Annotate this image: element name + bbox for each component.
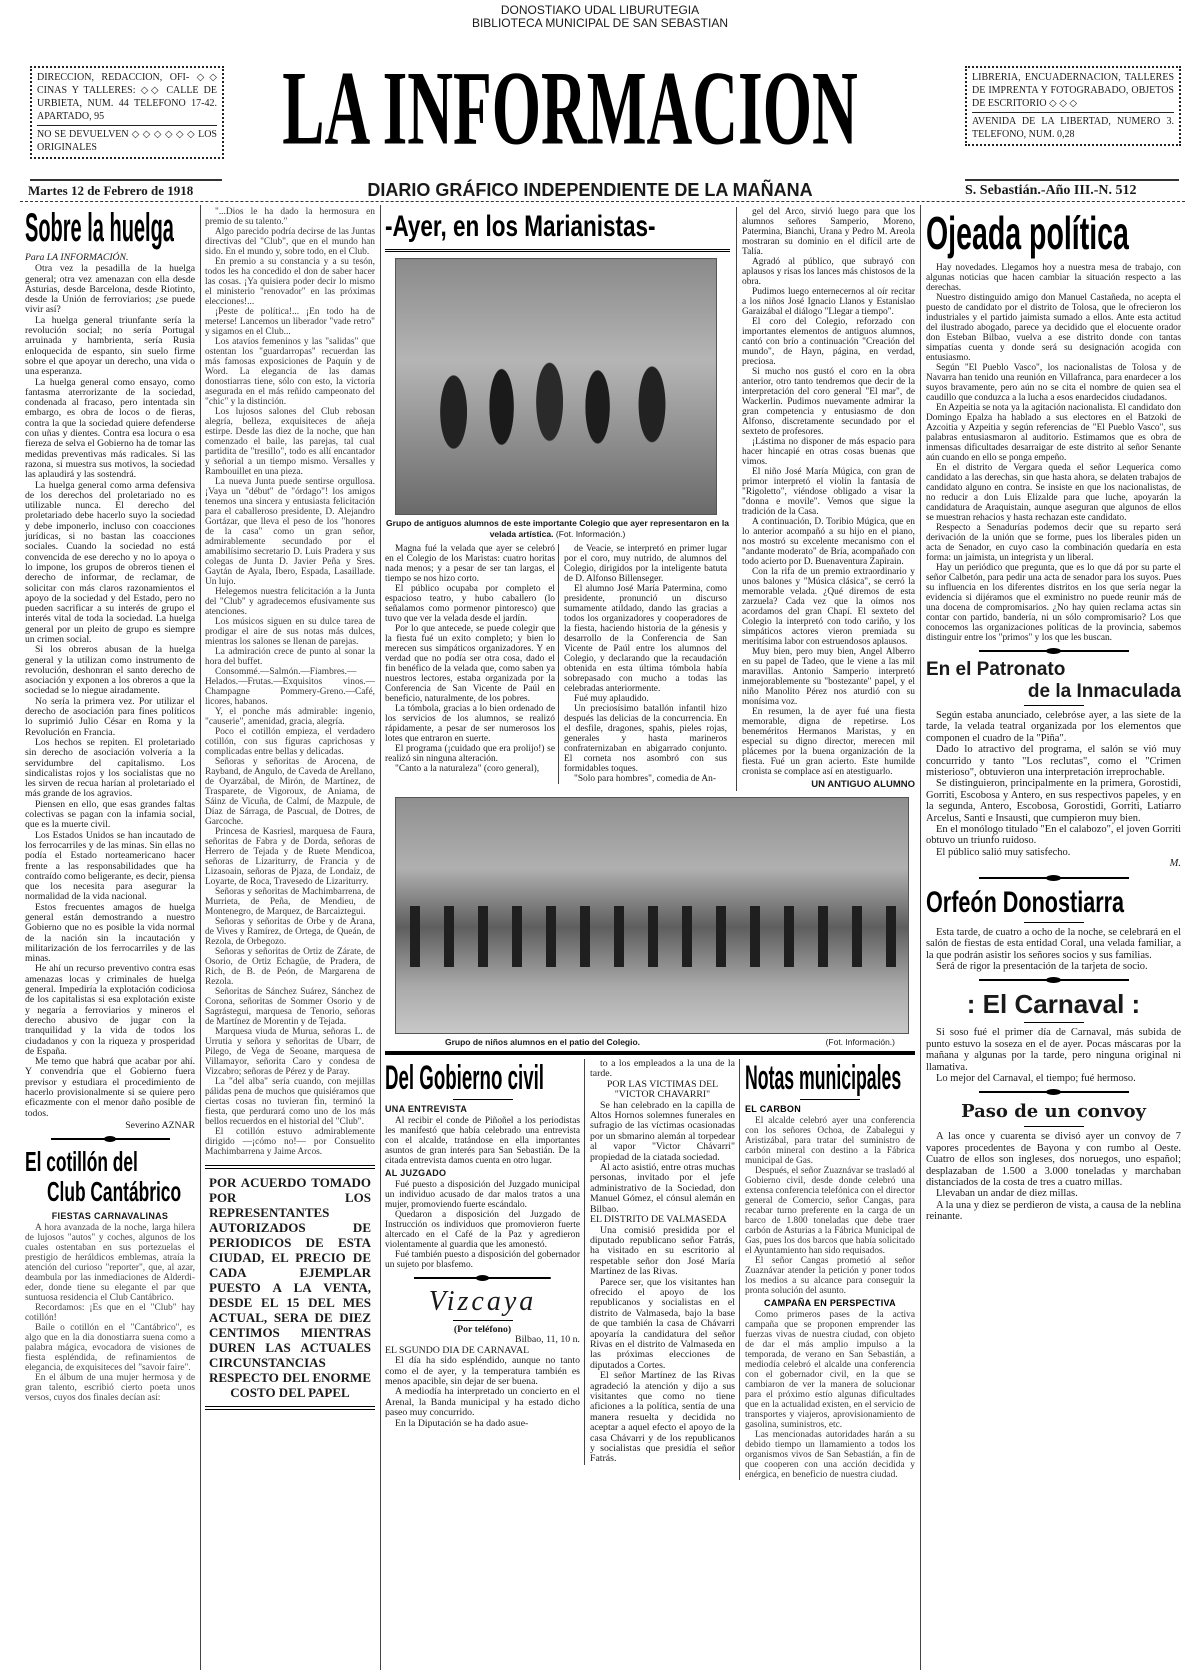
paragraph: La huelga general como ensayo, como fantasma aterrorizante de la sociedad, condenada al fracaso, pero intentada sin embargo, es obra de locos o de fieras, contra la que la sociedad quiere defenderse con uñas y dientes. Contra esa locura o esa fiereza de selva el Gobierno ha de tomar las medidas preventivas más radicales. Si las razona, si muestra sus motivos, la sociedad las aplaudirá y las sostendrá. <box>25 376 195 481</box>
library-name-spanish: BIBLIOTECA MUNICIPAL DE SAN SEBASTIAN <box>471 16 729 30</box>
article-body <box>590 1101 735 1215</box>
paragraph: Muy bien, pero muy bien, Angel Alberro en su papel de Tadeo, que le viene a las mil maravillas. Antonio Samperio interpretó inmejorablemente su "bostezante" papel, y el niño Manolito Pérez nos aturdió con su monísima voz. <box>742 647 915 707</box>
paragraph: El público ocupaba por completo el espacioso teatro, y hubo caballero (lo señalamos como pormenor pintoresco) que tuvo que ver la velada desde el jardín. <box>385 584 555 624</box>
column-rule <box>380 205 381 1670</box>
column-right <box>926 207 1181 1223</box>
article-ojeada-politica <box>926 207 1181 643</box>
paragraph: Señoras y señoritas de Machimbarrena, de Murrieta, de Peña, de Mendieu, de Montenegro, de Marquez, de Barcaiztegui. <box>205 887 375 917</box>
paragraph: Las mencionadas autoridades harán a su debido tiempo un llamamiento a todos los organismos vivos de San Sebastián, a fin de que cooperen con una acción decidida y enérgica, en beneficio de nuestra ciudad. <box>745 1430 915 1480</box>
paragraph: Parece ser, que los visitantes han ofrecido el apoyo de los republicanos y socialistas en el distrito de Valmaseda, bajo la base de que también la casa de Chávarri apoyaría la candidatura del señor Rivas en el distrito de Valmaseda en las próximas elecciones de diputados a Cortes. <box>590 1276 735 1371</box>
column-rule <box>920 205 921 1670</box>
paragraph: El programa (¡cuidado que era prolijo!) se realizó sin ninguna alteración. <box>385 744 555 764</box>
paragraph: Magna fué la velada que ayer se celebró en el Colegio de los Maristas: cuatro horitas nada menos; y a pesar de ser tan largas, el tiempo se nos hizo corto. <box>385 544 555 584</box>
paragraph: Se han celebrado en la capilla de Altos Hornos solemnes funerales en sufragio de las víctimas ocasionadas por un sbmarino alemán al torpedear al vapor "Victor Chávarri" propiedad de la ciatada sociedad. <box>590 1099 735 1163</box>
paragraph: En Azpeitia se nota ya la agitación nacionalista. El candidato don Domingo Epalza ha hablado a sus electores en el Batzoki de Azcoitia y Azpeitia y según referencias de "El Pueblo Vasco", sus palabras entusiasmaron al auditorio. Estimamos que es obra de inmensas dificultades desarraigar de este distrito al señor Senante aún cuando en ello se ponga empeño. <box>926 403 1181 463</box>
ornament-divider <box>979 977 1129 983</box>
price-notice: POR ACUERDO TOMADO POR LOS REPRESENTANTES AUTORIZADOS DE PERIODICOS DE ESTA CIUDAD, EL PRECIO DE CADA EJEMPLAR PUESTO A LA VENTA, DESDE EL 15 DEL MES ACTUAL, SERA DE DIEZ CENTIMOS MIENTRAS DUREN LAS ACTUALES CIRCUNSTANCIAS RESPECTO DEL ENORME COSTO DEL PAPEL <box>205 1165 375 1410</box>
paragraph: Los músicos siguen en su dulce tarea de prodigar el aire de sus notas más dulces, mientras los salones se llenan de parejas. <box>205 617 375 647</box>
paragraph: Un preciosísimo batallón infantil hizo después las delicias de la concurrencia. En el desfile, dragones, spahis, pieles rojas, generales y hasta marineros confraternizaban en abigarrado conjunto. El corneta nos asombró con sus formidables toques. <box>564 704 727 774</box>
divider <box>800 1099 860 1100</box>
marianistas-headline-block <box>385 207 730 252</box>
paragraph: Recordamos: ¡Es que en el "Club" hay cotillón! <box>25 1303 195 1324</box>
newspaper-subtitle: DIARIO GRÁFICO INDEPENDIENTE DE LA MAÑANA <box>367 180 813 200</box>
author-signature: UN ANTIGUO ALUMNO <box>811 779 915 790</box>
paragraph: El niño José María Múgica, con gran de primor interpretó el violín la fantasía de "Rigoletto", viéndose obligado a visar la "donna e movile". Vemos que sigue la tradición de la Casa. <box>742 467 915 517</box>
paragraph: gel del Arco, sirvió luego para que los alumnos señores Samperio, Moreno, Patermina, Bianchi, Urana y Pedro M. Areola mostraran su dominio en el difícil arte de Talía. <box>742 207 915 257</box>
subheading: EL SGUNDO DIA DE CARNAVAL <box>385 1344 530 1356</box>
paragraph: En el monólogo titulado "En el calabozo", el joven Gorriti obtuvo un triunfo ruidoso. <box>926 824 1181 847</box>
masthead-address-box <box>30 66 224 159</box>
divider <box>30 179 222 181</box>
paragraph: Señoras y señoritas de Arocena, de Rayband, de Angulo, de Caveda de Arellano, de Oyarzábal, de Mirón, de Martínez, de Trasparete, de Vigoroux, de Aniama, de Sáinz de Vicuña, de Calmí, de Mazpule, de Díaz de Sárraga, de Pascual, de Dotres, de Garcoche. <box>205 757 375 827</box>
article-body <box>926 1131 1181 1222</box>
paragraph: A hora avanzada de la noche, larga hilera de lujosos "autos" y coches, algunos de los cuales ostentaban en sus portezuelas el prestigio de heráldicos emblemas, atraía la atención del curioso "reporter", que, al azar, deambula por las inmediaciones de Alderdi-eder, donde tiene su elegante el par que suntuosa residencia el Club Cantábrico. <box>25 1223 195 1304</box>
article-vizcaya-continued <box>584 1059 735 1465</box>
article-body <box>926 1027 1181 1084</box>
marianistas-col-c <box>736 207 915 791</box>
headline: Sobre la huelga <box>25 206 174 250</box>
article-body <box>25 1223 195 1403</box>
paragraph: Consommé.—Salmón.—Fiambres.—Helados.—Frutas.—Exquisitos vinos.—Champagne Pommery-Greno.—Café, licores, habanos. <box>205 667 375 707</box>
author-signature: Severino AZNAR <box>125 1119 195 1131</box>
paragraph: to a los empleados a la una de la tarde. <box>590 1058 735 1080</box>
paragraph: Otra vez la pesadilla de la huelga general; otra vez amenazan con ella desde Asturias, desde Barcelona, desde Riotinto, desde la Unión de ferroviarios; ¿se puede vivir así? <box>25 263 195 316</box>
article-gobierno-civil <box>385 1059 580 1281</box>
paragraph: En el distrito de Vergara queda el señor Lequerica como candidato a las derechas, sin que hasta ahora, se delaten trabajos de candidato alguno en contra. Se insiste en que los nacionalistas, de no reducir a don Luis Elizalde para que luche, apoyarán la candidatura de Araquistain, aunque aseguran que algunos de ellos se muestran rehacios y hasta rechazan este candidato. <box>926 463 1181 523</box>
photo-former-students <box>395 258 717 515</box>
paragraph: Señoras y señoritas de Orbe y de Arana, de Vives y Ramírez, de Ortega, de Queán, de Rezola, de Orbegozo. <box>205 917 375 947</box>
paragraph: Si los obreros abusan de la huelga general y la utilizan como instrumento de revolución, deshonran el santo derecho de asociación y exponen a los obreros a que la sociedad se lo niegue airadamente. <box>25 644 195 697</box>
paragraph: ¡Lástima no disponer de más espacio para hacer hincapié en otras cosas buenas que vimos. <box>742 437 915 467</box>
ornament-divider <box>414 1275 551 1281</box>
photo-credit: (Fot. Información.) <box>555 529 626 539</box>
paragraph: La tómbola, gracias a lo bien ordenado de los servicios de los alumnos, se realizó rápidamente, a pesar de ser numerosos los lotes que entraron en suerte. <box>385 704 555 744</box>
author-signature: M. <box>1169 858 1181 870</box>
paragraph: Con la rifa de un premio extraordinario y unos balones y "Música clásica", se cerró la memorable velada. ¿Qué diremos de esta zarzuela? Cada vez que la oímos nos acordamos del gran Chapí. El sexteto del Colegio la interpretó con todo cariño, y los simpáticos actores vieron premiada su meritísima labor con estruendosos aplausos. <box>742 567 915 647</box>
article-body <box>385 544 555 774</box>
photo-credit: (Fot. Información.) <box>825 1037 895 1047</box>
paragraph: Algo parecido podría decirse de las Juntas directivas del "Club", que en el mundo han sido. En el mundo y, sobre todo, en el Club. <box>205 227 375 257</box>
paragraph: Si mucho nos gustó el coro en la obra anterior, otro tanto tendremos que decir de la interpretación del coro general "El mar", de Wackerlin. Pudimos nuevamente admirar la gran competencia y entusiasmo de don Alfonso, discretamente secundado por el sexteto de profesores. <box>742 367 915 437</box>
paragraph: No sería la primera vez. Por utilizar el derecho de asociación para fines políticos lo suprimió Julio César en Roma y la Revolución en Francia. <box>25 695 195 738</box>
subheading: POR LAS VICTIMAS DEL "VICTOR CHAVARRI" <box>606 1078 719 1101</box>
headline: Vizcaya <box>428 1286 537 1317</box>
article-orfeon <box>926 886 1181 973</box>
paragraph: Poco el cotillón empieza, el verdadero cotillón, con sus figuras caprichosas y complicadas entre bellas y delicadas. <box>205 727 375 757</box>
paragraph: Los hechos se repiten. El proletariado sin derecho de asociación volvería a la servidumbre del capitalismo. Los sindicalistas rojos y los socialistas que no les sirven de recua harían al proletariado el más grande de los agravios. <box>25 736 195 800</box>
gobierno-vizcaya-column <box>385 1059 580 1429</box>
article-body <box>745 1116 915 1296</box>
article-notas-municipales <box>739 1059 915 1480</box>
paragraph: Una comisió presidida por el diputado republicano señor Fatrás, ha visitado en su escritorio al respetable señor don José María Martínez de las Rivas. <box>590 1224 735 1278</box>
originals-notice: NO SE DEVUELVEN ◇ ◇ ◇ ◇ ◇ ◇ LOS ORIGINALES <box>37 129 217 153</box>
dispatch-source: (Por teléfono) <box>453 1324 512 1335</box>
article-body <box>385 1180 580 1270</box>
paragraph: He ahí un recurso preventivo contra esas amenazas locas y criminales de huelga general. Impediría la explotación codiciosa de los capitalistas si esa explotación existe y negaría a ferroviarios y mineros el derecho abusivo de jugar con la tranquilidad y la vida de todos los ciudadanos y con la riqueza y prosperidad de España. <box>25 963 195 1057</box>
article-sobre-la-huelga <box>25 205 195 1142</box>
paragraph: El día ha sido espléndido, aunque no tanto como el de ayer, y la temperatura también es menos apacible, sin dejar de ser buena. <box>385 1355 580 1388</box>
column-1 <box>25 205 195 1403</box>
caption-text: Grupo de antiguos alumnos de este importante Colegio que ayer representaron en la velada artística. <box>386 518 729 539</box>
divider <box>1024 1126 1084 1127</box>
paragraph: Y, el ponche más admirable: ingenio, "causerie", amenidad, gracia, alegría. <box>205 707 375 727</box>
photo-caption: Grupo de niños alumnos en el patio del Colegio. <box>445 1037 641 1047</box>
paragraph: Estos frecuentes amagos de huelga general están demostrando a nuestro Gobierno que no es posible la vida normal de la nación sin la incautación y militarización de los ferrocarriles y de las minas. <box>25 901 195 965</box>
subheading: EL DISTRITO DE VALMASEDA <box>590 1214 727 1226</box>
headline: Paso de un convoy <box>961 1101 1146 1123</box>
paragraph: El señor Cangas prometió al señor Zuaznávar atender la petición y poner todos los medios a su alcance para conseguir la pronta solución del asunto. <box>745 1256 915 1296</box>
marianistas-main <box>385 207 730 784</box>
article-carnaval <box>926 988 1181 1084</box>
paragraph: La nueva Junta puede sentirse orgullosa. ¡Vaya un "début" de "órdago"! los amigos tenemos una sincera y entusiasta felicitación para el caballeroso presidente, D. Alejandro Gortázar, que lleva el peso de los "honores de la casa" como un gran señor, admirablemente secundado por el amabilísimo secretario D. Luis Pradera y sus colegas de Junta D. Javier Peña y Sres. Gaytán de Ayala, Ibero, Espada, Lasaillade. Un lujo. <box>205 477 375 587</box>
shop-services-text: LIBRERIA, ENCUADERNACION, TALLERES DE IMPRENTA Y FOTOGRABADO, OBJETOS DE ESCRITORIO ◇ ◇ ◇ <box>972 72 1174 109</box>
article-body <box>926 263 1181 643</box>
ornament-divider <box>51 1136 170 1142</box>
paragraph: Fué también puesto a disposición del gobernador un sujeto por blasfemo. <box>385 1250 580 1270</box>
paragraph: Se distinguieron, principalmente en la primera, Gorostidi, Gorriti, Escobosa y Antero, en sus respectivos papeles, y en la segunda, Antero, Escobosa, Gorostidi, Gorriti, Latiarro Arcelus, Santi e Insausti, que cumpieron muy bien. <box>926 778 1181 824</box>
paragraph: Nuestro distinguido amigo don Manuel Castañeda, no acepta el puesto de candidato por el distrito de Tolosa, que le ofrecieron los industriales y el partido jaimista sumado a ellos. Ante esta actitud del ilustrado abogado, parece ya decidido que el elocuente orador don Esteban Bilbao, vuelva a ese distrito donde con tantas simpatías cuenta y donde será su designación acogida con entusiasmo. <box>926 293 1181 363</box>
masthead-logo <box>250 50 891 170</box>
paragraph: Fué muy aplaudido. <box>574 694 649 704</box>
article-body <box>926 927 1181 973</box>
marianistas-col-a <box>385 544 555 774</box>
middle-section <box>385 207 915 1480</box>
article-paso-convoy <box>926 1100 1181 1222</box>
paragraph: Después, el señor Zuaznávar se trasladó al Gobierno civil, desde donde celebró una extensa conferencia telefónica con el director general de Comercio, señor Cangas, para recabar turno preferente en la carga de un barco de 1.800 toneladas que debe traer carbón de Asturias a la Fábrica Municipal de Gas, pues los dos barcos que había solicitado el Ayuntamiento han sido requisados. <box>745 1166 915 1256</box>
marianistas-columns <box>385 544 730 784</box>
marianistas-row <box>385 207 915 791</box>
paragraph: Baile o cotillón en el "Cantábrico", es algo que en la dia donostiarra suena como a palabra mágica, evocadora de visiones de fiesta espléndida, de refinamientos de elegancia, de exquisiteces del "savoir faire". <box>25 1323 195 1374</box>
subheading: CAMPAÑA EN PERSPECTIVA <box>764 1298 896 1308</box>
paragraph: Los lujosos salones del Club rebosan alegría, belleza, exquisiteces de añeja estirpe. Desde las diez de la noche, que han comenzado el baile, las parejas, tal cual partidita de "tresillo", todo es allí encantador y señorial a un tiempo mismo. Versalles y Rambouillet en una pieza. <box>205 407 375 477</box>
paragraph: Princesa de Kasriesl, marquesa de Faura, señoritas de Fabra y de Dorda, señoras de Herrero de Tejada y de Ruete Mendicoa, señoras de Lizariturry, de Francia y de Lizasoain, señoras de Pjaza, de Londaiz, de Loyarte, de Roca, Travesedo de Lizariturry. <box>205 827 375 887</box>
paragraph: La huelga general como arma defensiva de los derechos del proletariado no es utilizable nunca. El derecho del proletariado debe hacerlo suyo la sociedad y debe imponerlo, incluso con coacciones jurídicas, si no bastan las coacciones sociales. Cuando la sociedad no está convencida de ese derecho y no lo apoya o lo impone, los grupos de obreros tienen el derecho de informar, de reclamar, de solicitar con más claros razonamientos el apoyo de la sociedad y del Estado, pero no pueden sacrificar a su interés de grupo el interés vital de toda la sociedad. La huelga general por un pleito de grupo es siempre un crimen social. <box>25 479 195 645</box>
shop-address-text: AVENIDA DE LA LIBERTAD, NUMERO 3. TELEFONO, NUM. 0,28 <box>972 116 1174 140</box>
paragraph: Al acto asistió, entre otras muchas personas, invitado por el jefe administrativo de la Sociedad, don Manuel Gómez, el cónsul alemán en Bilbao. <box>590 1162 735 1215</box>
headline: En el Patronato <box>926 659 1066 680</box>
column-rule <box>200 205 201 1670</box>
article-body <box>742 207 915 777</box>
article-cotillon <box>25 1147 195 1403</box>
paragraph: A continuación, D. Toribio Múgica, que en lo anterior acompañó a su hijo en el piano, nos mostró su excelente mecanismo con el "andante moderato" de Bría, acompañado con todo acierto por D. Buenaventura Zapirain. <box>742 517 915 567</box>
newspaper-title: LA INFORMACION <box>282 51 858 168</box>
paragraph: Señoras y señoritas de Ortiz de Zárate, de Osorio, de Ortiz Echagüe, de Pradera, de Rich, de B. de Peón, de Margarena de Rezola. <box>205 947 375 987</box>
paragraph: A la una y diez se perdieron de vista, a causa de la neblina reinante. <box>926 1199 1181 1223</box>
byline: Para LA INFORMACIÓN. <box>25 252 129 263</box>
paragraph: Agradó al público, que subrayó con aplausos y risas los lances más chistosos de la obra. <box>742 257 915 287</box>
headline: Orfeón Donostiarra <box>926 885 1125 919</box>
headline: Del Gobierno civil <box>385 1059 544 1097</box>
issue-date: Martes 12 de Febrero de 1918 <box>28 183 194 198</box>
section-rule <box>385 1051 915 1055</box>
headline: El cotillón del <box>25 1146 138 1178</box>
library-name-basque: DONOSTIAKO UDAL LIBURUTEGIA <box>500 3 700 17</box>
divider <box>453 1099 513 1100</box>
library-stamp <box>0 4 1200 30</box>
paragraph: El alcalde celebró ayer una conferencia con los señores Ochoa, de Zabalegui y Aristizábal, para tratar del suministro de carbón mineral con destino a la Fábrica municipal de Gas. <box>745 1116 915 1166</box>
lower-section <box>385 1059 915 1480</box>
headline: de la Inmaculada <box>1027 681 1181 702</box>
headline: Club Cantábrico <box>47 1176 182 1208</box>
paragraph: Por lo que antecede, se puede colegir que la fiesta fué un exito completo; y bien lo merecen sus simpáticos organizadores. Y en verdad que no podía ser otra cosa, dado el fin benéfico de la velada que, como saben ya nuestros lectores, estaba organizada por la Conferencia de San Vicente de Paúl en beneficio, naturalmente, de los pobres. <box>385 624 555 704</box>
column-2 <box>205 207 375 1410</box>
paragraph: En el álbum de una mujer hermosa y de gran talento, escribió cierto poeta unos versos, cuyos dos finales decían así: <box>25 1373 195 1404</box>
article-body <box>25 264 195 1119</box>
paragraph: "...Dios le ha dado la hermosura en premio de su talento." <box>205 207 375 227</box>
paragraph: de Veacie, se interpretó en primer lugar por el coro, muy nutrido, de alumnos del Colegio, dirigidos por la inteligente batuta de D. Alfonso Billenseger. <box>564 544 727 584</box>
article-body <box>590 1059 735 1080</box>
headline: -Ayer, en los Marianistas- <box>385 210 656 243</box>
paragraph: Quedaron a disposición del Juzgado de Instrucción os individuos que promovieron fuerte altercado en el Café de la Paz y agredieron violentamente al guardia que les amonestó. <box>385 1210 580 1250</box>
address-text: DIRECCION, REDACCION, OFI- ◇◇ CINAS Y TALLERES: ◇◇ CALLE DE URBIETA, NUM. 44 TELEFONO 17-42. APARTADO, 95 <box>37 72 217 122</box>
paragraph: Hay un periódico que pregunta, que es lo que dá por su parte el señor Calbetón, para pedir una acta de senador para los suyos. Pues su influencia en los diferentes distritos en los que sería negar la evidencia si dijéramos que el exministro no puede reunir más de una docena de compromisarios. ¿No hay quien reclama actas sin contar con partido, bandería, ni un sólo compromisario? Los que conocemos las organizaciones políticas de la provincia, sabemos distinguir entre los "primos" y los que les buscan. <box>926 563 1181 643</box>
paragraph: Hay novedades. Llegamos hoy a nuestra mesa de trabajo, con algunas noticias que hacen cambiar la situación respecto a las derechas. <box>926 263 1181 293</box>
paragraph: "Solo para hombres", comedia de An- <box>574 774 716 784</box>
article-body <box>205 207 375 1157</box>
article-body <box>926 710 1181 858</box>
article-body <box>564 544 727 784</box>
ornament-divider <box>979 875 1129 881</box>
paragraph: Me temo que habrá que acabar por ahí. Y convendría que el Gobierno fuera previsor y estudiara el procedimiento de hacerlo provisionalmente si se quiere pero eficazmente con el menor daño posible de todos. <box>25 1056 195 1119</box>
paragraph: En premio a su constancia y a su tesón, todos les ha concedido el don de saber hacer las cosas. ¡Ya quisiera poder decir lo mismo el ministerio "renovador" en las próximas elecciones!... <box>205 257 375 307</box>
divider <box>1024 1022 1084 1023</box>
paragraph: El coro del Colegio, reforzado con importantes elementos de antiguos alumnos, cantó con brío a continuación "Creación del mundo", de Hayn, página, en verdad, preciosa. <box>742 317 915 367</box>
paragraph: Respecto a Senadurías podemos decir que su reparto será derivación de la unión que se forme, pues los liberales piden un acta de Senador, en cuyo caso la combinación quedaría en esta forma: un jaimista, un integrista y un liberal. <box>926 523 1181 563</box>
paragraph: Señoritas de Sánchez Suárez, Sánchez de Corona, señoritas de Sommer Osorio y de Sagrástegui, marquesa de Tenorio, señoras de Martínez de Morentin y de Tejada. <box>205 987 375 1027</box>
subheading: AL JUZGADO <box>385 1168 447 1178</box>
paragraph: Helegemos nuestra felicitación a la Junta del "Club" y agradecemos efusivamente sus atenciones. <box>205 587 375 617</box>
article-patronato <box>926 659 1181 870</box>
paragraph: Los Estados Unidos se han incautado de los ferrocarriles y de las minas. Sin ellas no podía el Estado norteamericano hacer frente a las responsabilidades que ha contraído como beligerante, es decir, piensa que los necesita para asegurar la normalidad de la vida nacional. <box>25 829 195 903</box>
paragraph: Como primeros pases de la activa campaña que se proponen emprender las fuerzas vivas de nuestra ciudad, con objeto de dar el más amplio impulso a la temporada, de verano en San Sebastián, a mediodía celebró el alcalde una conferencia con el gobernador civil, en la que se cambiaron de ver la manera de solucionar para el próximo estío algunas dificultades que en la actualidad existen, en el servicio de transportes y viajeros, aprovisionamiento de gasolina, suministros, etc. <box>745 1310 915 1430</box>
paragraph: Dado lo atractivo del programa, el salón se vió muy concurrido y tanto "Los reclutas", como el "Crimen misterioso", obtuvieron una interpretación irreprochable. <box>926 744 1181 779</box>
paragraph: En la Diputación se ha dado asue- <box>395 1417 529 1429</box>
divider <box>1024 922 1084 923</box>
divider <box>1024 705 1084 706</box>
article-body <box>590 1226 735 1465</box>
marianistas-col-b <box>558 544 727 784</box>
paragraph: Esta tarde, de cuatro a ocho de la noche, se celebrará en el salón de fiestas de esta entidad Coral, una velada familiar, a la que podrán asistir los señores socios y sus familias. <box>926 926 1181 961</box>
paragraph: El cotillón estuvo admirablemente dirigido —¡cómo no!— por Consuelito Machimbarrena y Jaime Arcos. <box>205 1127 375 1157</box>
paragraph: El señor Martínez de las Rivas agradeció la atención y dijo a sus visitantes que como no tiene aficiones a la política, sentía de una manera resuelta y decidida no aceptar a aquel efecto el apoyo de la casa Chávarri y de los republicanos y socialistas que presidía el señor Fatrás. <box>590 1370 735 1465</box>
issue-number: S. Sebastián.-Año III.-N. 512 <box>965 183 1137 198</box>
paragraph: La "del alba" sería cuando, con mejillas pálidas pena de muchos que quisiéramos que ciertas cosas no tuvieran fin, terminó la fiesta, que perdurará como uno de los más bellos recuerdos en el historial del "Club". <box>205 1077 375 1127</box>
article-body <box>745 1310 915 1480</box>
paragraph: A las once y cuarenta se divisó ayer un convoy de 7 vapores procedentes de Bayona y con rumbo al Oeste. Cuatro de ellos son ingleses, dos noruegos, uno español; desplazaban de 1.500 a 3.000 toneladas y marchaban distanciados de la costa de tres a cuatro millas. <box>926 1131 1181 1188</box>
subheading: EL CARBON <box>745 1104 802 1114</box>
divider <box>453 1320 513 1321</box>
headline: Ojeada política <box>926 207 1129 259</box>
paragraph: Los atavíos femeninos y las "salidas" que ostentan los "guardarropas" recuerdan las más famosas exposiciones de Paquín y de Word. La elegancia de las damas donostiarras tiene, sólo con esto, la victoria asegurada en el más reñido campeonato del "chic" y la distinción. <box>205 337 375 407</box>
subheading: UNA ENTREVISTA <box>385 1104 468 1114</box>
paragraph: Lo mejor del Carnaval, el tiempo; fué hermoso. <box>936 1072 1136 1084</box>
paragraph: "Canto a la naturaleza" (coro general), <box>395 764 540 774</box>
paragraph: La admiración crece de punto al sonar la hora del buffet. <box>205 647 375 667</box>
ornament-divider <box>979 1089 1129 1095</box>
paragraph: Según "El Pueblo Vasco", los nacionalistas de Tolosa y de Navarra han tenido una reunión en Villafranca, para enardecer a los suyos bravamente, pero aún no se cita el nombre de quien sea el caudillo que conduzca a la lucha a esos enardecidos ciudadanos. <box>926 363 1181 403</box>
masthead-shop-box <box>965 66 1181 146</box>
dispatch-dateline: Bilbao, 11, 10 n. <box>515 1334 580 1346</box>
headline: : El Carnaval : <box>966 989 1141 1020</box>
photo-schoolchildren-patio <box>395 797 909 1034</box>
paragraph: A mediodía ha interpretado un concierto en el Arenal, la Banda municipal y ha estado dicho paseo muy concurrido. <box>385 1386 580 1419</box>
paragraph: ¡Peste de política!... ¡En todo ha de meterse! Lancemos un liberador "vade retro" y sigamos en el Club... <box>205 307 375 337</box>
paragraph: Piensen en ello, que esas grandes faltas colectivas se pagan con la infamia social, que es la muerte civil. <box>25 798 195 831</box>
paragraph: Fué puesto a disposición del Juzgado municipal un individuo acusado de dar malos tratos a una mujer, promoviendo fuerte escándalo. <box>385 1180 580 1210</box>
masthead-rule <box>20 201 1185 202</box>
article-vizcaya <box>385 1286 580 1429</box>
paragraph: Si soso fué el primer día de Carnaval, más subida de punto estuvo la soseza en el de ayer. Pocas máscaras por la mañana y algunas por la tarde, pero ninguna original ni llamativa. <box>926 1027 1181 1073</box>
paragraph: Al recibir el conde de Piñoñel a los periodistas les manifestó que había celebrado una entrevista con el alcalde, tratándose en ella importantes asuntos de gran interés para San Sebastián. De la citada entrevista damos cuenta en otro lugar. <box>385 1116 580 1166</box>
paragraph: La huelga general triunfante sería la revolución social; no sería Portugal arruinada y hambrienta, sería Rusia enloquecida de espanto, sin suelo firme sobre el que apoyar un derecho, una vida o una esperanza. <box>25 314 195 378</box>
headline: Notas municipales <box>745 1059 902 1097</box>
article-cotillon-continued <box>205 207 375 1157</box>
paragraph: Según estaba anunciado, celebróse ayer, a las siete de la tarde, la velada teatral organizada por los elementos que componen el cuadro de la "Piña". <box>926 710 1181 744</box>
paragraph: Llevaban un andar de diez millas. <box>936 1188 1078 1200</box>
photo-caption <box>385 518 730 540</box>
paragraph: En resumen, la de ayer fué una fiesta memorable, digna de repetirse. Los beneméritos Hermanos Maristas, y en especial su digno director, merecen mil plácemes por la buena organización de la fiesta. Fué un gran acierto. Este humilde cronista se complace así en atestiguarlo. <box>742 707 915 777</box>
paragraph: Será de rigor la presentación de la tarjeta de socio. <box>936 960 1148 972</box>
divider <box>965 179 1179 181</box>
ornament-divider <box>979 648 1129 654</box>
paragraph: Pudimos luego enternecernos al oír recitar a los niños José Ignacio Llanos y Estanislao Garaizábal el diálogo "Llegar a tiempo". <box>742 287 915 317</box>
photo-caption-row <box>385 1037 915 1048</box>
subheading: FIESTAS CARNAVALINAS <box>51 1211 169 1222</box>
paragraph: El alumno José María Patermina, como presidente, pronunció un discurso sumamente atildado, dando las gracias a todos los organizadores y cooperadores de la fiesta, haciendo historia de la génesis y desarrollo de la Conferencia de San Vicente de Paúl entre los alumnos del Colegio, y declarando que la recaudación obtenida en esta última tómbola había sobrepasado con mucho a todas las celebradas anteriormente. <box>564 584 727 694</box>
article-body <box>385 1356 580 1429</box>
paragraph: El público salió muy satisfecho. <box>936 846 1071 858</box>
paragraph: Marquesa viuda de Murua, señoras L. de Urrutia y señora y señoritas de Ubarr, de Pilego, de Vega de Seoane, marquesa de Villamayor, señorita Caro y condesa de Vizcabro; señoras de Pérez y de Paray. <box>205 1027 375 1077</box>
